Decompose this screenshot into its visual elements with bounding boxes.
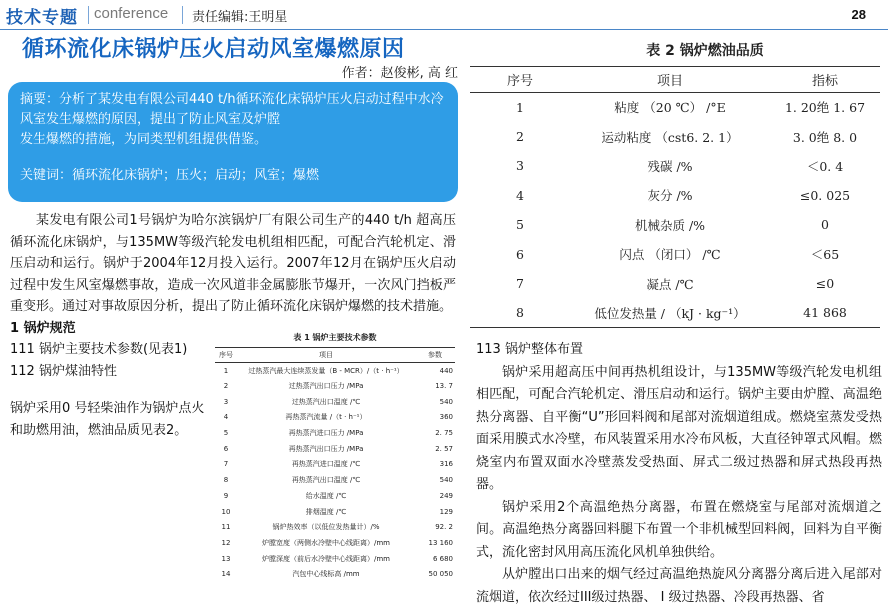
table-row — [470, 239, 880, 268]
table-cell: 13 — [221, 554, 231, 563]
table-cell: 2. 57 — [435, 444, 453, 453]
table-cell: 1 — [516, 99, 524, 115]
oil-paragraph: 锅炉采用0 号轻柴油作为锅炉点火和助燃用油，燃油品质见表2。 — [10, 401, 205, 438]
table-cell: 1 — [223, 366, 229, 375]
table-header-row — [470, 67, 880, 93]
table-row — [215, 441, 455, 457]
table-cell: 炉膛深度（前后水冷壁中心线距离）/mm — [262, 554, 390, 563]
table-cell: 2 — [516, 129, 524, 145]
table-cell: 1. 20绝 1. 67 — [784, 100, 866, 116]
table-row — [470, 298, 880, 327]
table-row — [470, 93, 880, 122]
table-cell: 4 — [516, 187, 524, 203]
table-cell: 12 — [221, 538, 231, 547]
table-row — [215, 425, 455, 441]
table-row — [215, 488, 455, 504]
table-cell: 11 — [221, 523, 231, 532]
table-cell: 10 — [221, 507, 231, 516]
table-cell: 13 160 — [428, 538, 453, 547]
table-cell: 凝点 /℃ — [646, 276, 694, 292]
table-row — [215, 394, 455, 410]
table-cell: 炉膛宽度（两侧水冷壁中心线距离）/mm — [262, 538, 390, 547]
table-cell: 锅炉热效率（以低位发热量计）/% — [272, 523, 380, 532]
table-cell: 5 — [223, 429, 229, 438]
table-cell: 129 — [439, 507, 453, 516]
table-2-grid — [470, 66, 880, 328]
table-row — [470, 122, 880, 151]
table-cell: 6 680 — [432, 554, 453, 563]
layout-paragraph: 锅炉采用超高压中间再热机组设计，与135MW等级汽轮发电机组相匹配，可配合汽轮机定、滑压启动和运行。锅炉主要由炉膛、高温绝热分离器、自平衡“U”形回料阀和尾部对流烟道组成。燃烧室蒸发受热面采用膜式水冷壁，布风装置采用水冷布风板，大直径钟罩式风帽。燃烧室内布置双面水冷壁蒸发受热面、屏式二级过热器和屏式热段再热器。 — [476, 364, 882, 492]
table-cell: 排烟温度 /℃ — [305, 507, 347, 516]
table-cell: 2 — [223, 382, 229, 391]
subsection-heading: 112 锅炉煤油特性 — [10, 363, 117, 379]
table-1-grid — [215, 347, 455, 582]
table-cell: 540 — [439, 397, 453, 406]
subsection-heading: 113 锅炉整体布置 — [476, 342, 583, 357]
table-cell: 41 868 — [770, 298, 880, 327]
abstract-box — [8, 82, 458, 202]
table-cell: 8 — [470, 298, 570, 327]
table-cell: 汽包中心线标高 /mm — [292, 570, 360, 579]
editor-credit: 责任编辑:王明星 — [192, 10, 288, 25]
table-cell: 13. 7 — [435, 382, 453, 391]
table-cell: 14 — [221, 570, 231, 579]
abstract-text: 摘要：分析了某发电有限公司440 t/h循环流化床锅炉压火启动过程中水冷风室发生爆燃的原因，提出了防止风室及炉膛 发生爆燃的措施，为同类型机组提供借鉴。 — [20, 92, 444, 147]
table-row — [215, 363, 455, 379]
table-header-cell: 序号 — [470, 67, 570, 93]
table-2-caption: 表 2 锅炉燃油品质 — [646, 43, 764, 59]
table-cell: 92. 2 — [435, 523, 453, 532]
table-cell: ＜0. 4 — [806, 158, 844, 174]
table-cell: 4 — [223, 413, 229, 422]
table-cell: 249 — [439, 491, 453, 500]
table-cell: 再热蒸汽出口压力 /MPa — [288, 444, 364, 453]
table-row — [470, 181, 880, 210]
table-row — [215, 535, 455, 551]
layout-paragraph: 从炉膛出口出来的烟气经过高温绝热旋风分离器分离后进入尾部对流烟道，依次经过III级过热器、 I 级过热器、冷段再热器、省 — [476, 567, 882, 605]
keywords-text: 关键词：循环流化床锅炉；压火；启动；风室；爆燃 — [20, 168, 320, 183]
table-cell: 0 — [821, 217, 829, 233]
subsection-heading: 111 锅炉主要技术参数(见表1) — [10, 342, 188, 357]
table-cell: 6 — [223, 444, 229, 453]
intro-paragraph: 某发电有限公司1号锅炉为哈尔滨锅炉厂有限公司生产的440 t/h 超高压循环流化床锅炉，与135MW等级汽轮发电机组相匹配，可配合汽轮机定、滑压启动和运行。锅炉于2004年12月投入运行。2007年12月在锅炉压火启动过程中发生风室爆燃事故，造成一次风道非金属膨胀节爆开，一次风门挡板严重变形。通过对事故原因分析，提出了防止循环流化床锅炉爆燃的技术措施。 — [10, 213, 456, 314]
table-cell: 316 — [439, 460, 453, 469]
table-cell: 再热蒸汽进口温度 /℃ — [291, 460, 361, 469]
layout-paragraph: 锅炉采用2个高温绝热分离器，布置在燃烧室与尾部对流烟道之间。高温绝热分离器回料腿下布置一个非机械型回料阀，回料为自平衡式，流化密封风用高压流化风机单独供给。 — [476, 499, 882, 560]
header-rule — [0, 29, 888, 30]
table-cell: 过热蒸汽出口压力 /MPa — [288, 382, 364, 391]
table-cell: 540 — [439, 476, 453, 485]
table-cell: 粘度 （20 ℃） /°E — [614, 100, 726, 116]
page-number: 28 — [851, 7, 866, 22]
article-authors: 作者：赵俊彬, 高 红 — [341, 66, 458, 81]
table-header-cell: 项目 — [570, 67, 770, 93]
table-row — [215, 551, 455, 567]
table-cell: 残碳 /% — [647, 158, 693, 174]
page-header — [0, 0, 888, 30]
table-cell: 低位发热量 / （kJ · kg⁻¹） — [570, 298, 770, 327]
section-tag: 技术专题 — [6, 8, 78, 28]
table-cell: 440 — [439, 366, 453, 375]
table-cell: 50 050 — [428, 570, 453, 579]
table-cell: 给水温度 /℃ — [305, 491, 347, 500]
table-cell: 灰分 /% — [647, 188, 693, 204]
table-header-cell: 参数 — [415, 348, 455, 363]
table-cell: 3. 0绝 8. 0 — [792, 129, 858, 145]
table-row — [215, 504, 455, 520]
table-cell: 再热蒸汽流量 /（t · h⁻¹） — [285, 413, 367, 422]
table-row — [470, 151, 880, 180]
table-row — [215, 472, 455, 488]
table-cell: 360 — [439, 413, 453, 422]
table-row — [215, 519, 455, 535]
section-heading: 1 锅炉规范 — [10, 320, 76, 336]
table-1-caption: 表 1 锅炉主要技术参数 — [293, 333, 377, 342]
right-body-text — [476, 339, 882, 609]
table-row — [215, 410, 455, 426]
table-header-row — [215, 348, 455, 363]
table-cell: ≤0 — [815, 276, 835, 292]
table-cell: 再热蒸汽出口温度 /℃ — [291, 476, 361, 485]
table-cell: 7 — [516, 276, 524, 292]
table-cell: 9 — [223, 491, 229, 500]
table-cell: 8 — [223, 476, 229, 485]
table-header-cell: 指标 — [770, 67, 880, 93]
header-divider — [88, 6, 89, 24]
table-cell: 3 — [516, 158, 524, 174]
table-cell: 7 — [223, 460, 229, 469]
table-cell: 5 — [516, 217, 524, 233]
table-cell: 机械杂质 /% — [634, 217, 706, 233]
table-header-cell: 序号 — [215, 348, 237, 363]
table-row — [215, 457, 455, 473]
table-row — [215, 378, 455, 394]
table-cell: 运动粘度 （cst6. 2. 1） — [601, 129, 739, 145]
table-header-cell: 项目 — [237, 348, 415, 363]
article-title: 循环流化床锅炉压火启动风室爆燃原因 — [22, 36, 405, 62]
header-divider — [182, 6, 183, 24]
table-1 — [215, 332, 455, 582]
table-row — [215, 566, 455, 582]
table-cell: 6 — [516, 246, 524, 262]
table-cell: 闪点 （闭口） /℃ — [619, 247, 721, 263]
table-2 — [470, 40, 880, 328]
table-cell: 再热蒸汽进口压力 /MPa — [288, 429, 364, 438]
table-cell: ≤0. 025 — [799, 187, 851, 203]
table-row — [470, 269, 880, 298]
table-row — [470, 210, 880, 239]
table-cell: ＜65 — [810, 247, 840, 263]
table-cell: 2. 75 — [435, 429, 453, 438]
table-cell: 3 — [223, 397, 229, 406]
table-cell: 过热蒸汽最大连续蒸发量（B - MCR）/（t · h⁻¹） — [248, 366, 404, 375]
table-cell: 过热蒸汽出口温度 /℃ — [291, 397, 361, 406]
section-english-label: conference — [94, 5, 169, 22]
